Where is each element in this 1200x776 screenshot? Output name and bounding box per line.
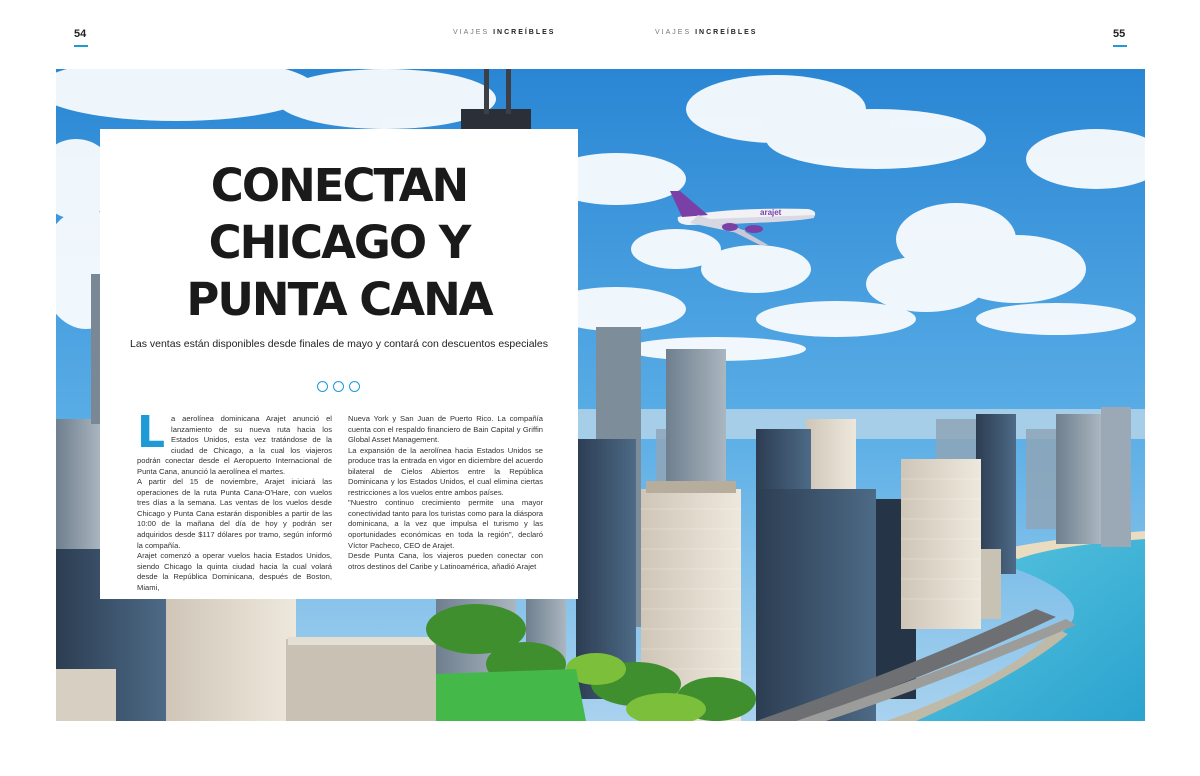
headline-line-2: CHICAGO Y — [208, 216, 470, 269]
paragraph: Desde Punta Cana, los viajeros pueden conectar con otros destinos del Caribe y Latinoamérica, añadió Arajet — [348, 551, 543, 571]
ornament-dot-3 — [349, 381, 360, 392]
right-page-number: 55 — [1113, 28, 1126, 40]
paragraph: a aerolínea dominicana Arajet anunció el lanzamiento de su nueva ruta hacia los Estados Unidos, esta vez tratándose de la ciudad de Chicago, a la cual los viajeros podrán conectar desde el Aeropuerto Internacional de Punta Cana, anunció la aerolínea el martes. — [137, 414, 332, 476]
ornament-dot-1 — [317, 381, 328, 392]
airplane-livery-text: arajet — [760, 208, 782, 217]
paragraph: Nueva York y San Juan de Puerto Rico. La compañía cuenta con el respaldo financiero de Bain Capital y Griffin Global Asset Management. — [348, 414, 543, 445]
article-box — [100, 129, 578, 599]
headline-line-1: CONECTAN — [210, 159, 468, 212]
headline — [100, 157, 578, 328]
running-head-left — [453, 29, 555, 36]
running-head-bold: INCREÍBLES — [695, 29, 758, 36]
left-page-number-rule — [74, 45, 88, 47]
dropcap: L — [137, 407, 166, 458]
subhead: Las ventas están disponibles desde finales de mayo y contará con descuentos especiales — [130, 338, 548, 350]
running-head-right — [655, 29, 757, 36]
ornament-dot-2 — [333, 381, 344, 392]
paragraph: "Nuestro continuo crecimiento permite una mayor conectividad tanto para los turistas como para la diáspora dominicana, a la vez que impulsa el turismo y las oportunidades económicas en toda la región", declaró Víctor Pacheco, CEO de Arajet. — [348, 498, 543, 550]
left-page-number: 54 — [74, 28, 87, 40]
article-column-1 — [137, 407, 332, 593]
running-head-light: VIAJES — [453, 29, 494, 36]
article-column-2 — [348, 414, 543, 572]
running-head-bold: INCREÍBLES — [493, 29, 556, 36]
right-page-number-rule — [1113, 45, 1127, 47]
running-head-light: VIAJES — [655, 29, 696, 36]
paragraph: A partir del 15 de noviembre, Arajet iniciará las operaciones de la ruta Punta Cana-O'Hare, con vuelos tres días a la semana. Las ventas de los vuelos desde Chicago y Punta Cana estarán disponibles a partir de las 10:00 de la mañana del día de hoy y podrán ser adquiridos desde $117 dólares por tramo, según informó la compañía. — [137, 477, 332, 550]
ornament-dots — [317, 381, 360, 392]
paragraph: La expansión de la aerolínea hacia Estados Unidos se produce tras la entrada en vigor en diciembre del acuerdo bilateral de Cielos Abiertos entre la República Dominicana y los Estados Unidos, el cual elimina ciertas restricciones a los vuelos entre ambos países. — [348, 445, 543, 497]
paragraph: Arajet comenzó a operar vuelos hacia Estados Unidos, siendo Chicago la quinta ciudad hacia la cual volará desde la República Dominicana, después de Boston, Miami, — [137, 551, 332, 592]
headline-line-3: PUNTA CANA — [186, 273, 492, 326]
